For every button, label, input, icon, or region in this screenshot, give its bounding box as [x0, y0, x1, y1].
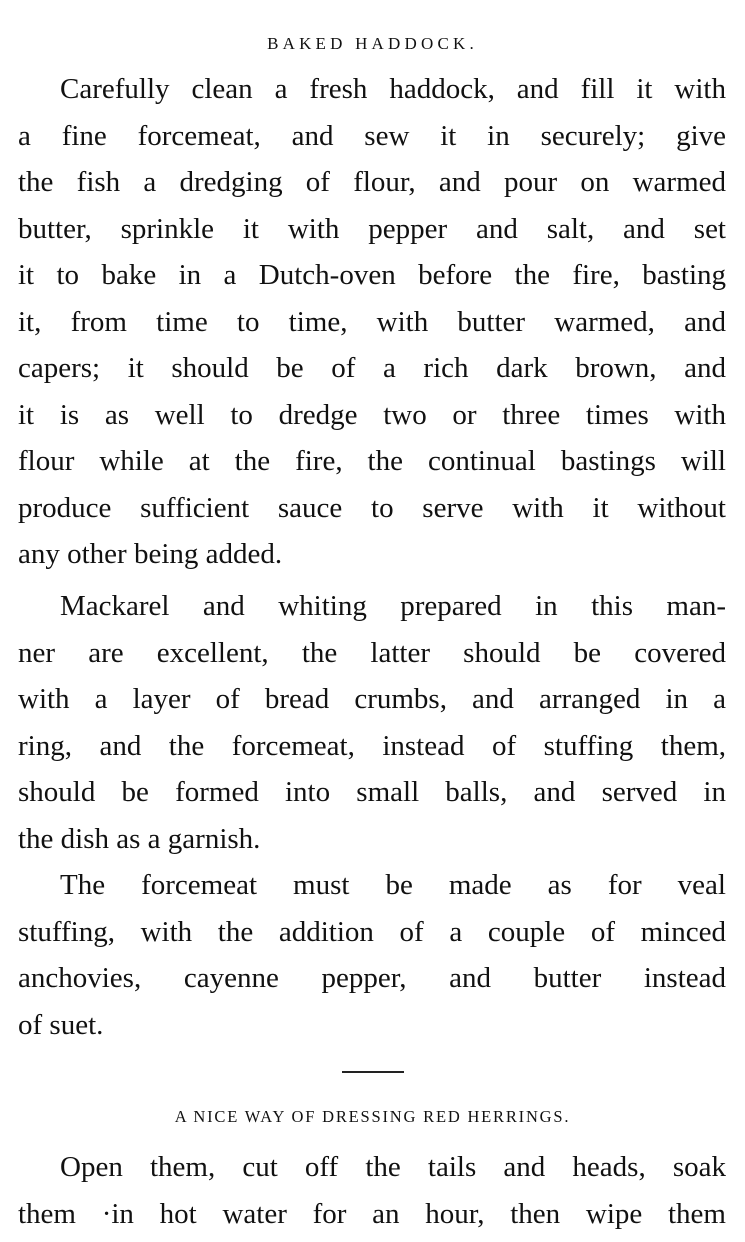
text-line: The forcemeat must be made as for veal	[60, 869, 726, 901]
paragraph-mackarel-whiting	[18, 583, 726, 862]
text-line: butter, sprinkle it with pepper and salt, and set	[18, 212, 726, 245]
text-line: them ·in hot water for an hour, then wipe them	[18, 1197, 726, 1230]
paragraph-forcemeat	[18, 862, 726, 1048]
text-line: with a layer of bread crumbs, and arranged in a	[18, 683, 726, 715]
text-line: any other being added.	[18, 538, 283, 570]
text-line: ring, and the forcemeat, instead of stuffing them,	[18, 729, 726, 762]
paragraph-red-herrings-method	[18, 1144, 726, 1237]
section-divider-rule	[342, 1071, 404, 1073]
text-line: should be formed into small balls, and served in	[18, 776, 726, 808]
text-line: produce sufficient sauce to serve with it without	[18, 491, 726, 524]
text-line: the dish as a garnish.	[18, 822, 261, 855]
text-line: a fine forcemeat, and sew it in securely; give	[18, 119, 726, 152]
recipe-heading-baked-haddock: BAKED HADDOCK.	[267, 34, 478, 53]
text-line: Open them, cut off the tails and heads, soak	[60, 1151, 726, 1183]
text-line: Carefully clean a fresh haddock, and fill it with	[60, 73, 726, 105]
text-line: anchovies, cayenne pepper, and butter instead	[18, 962, 726, 994]
text-line: the fish a dredging of flour, and pour on warmed	[18, 166, 726, 198]
text-line: capers; it should be of a rich dark brown, and	[18, 352, 726, 384]
text-line: it to bake in a Dutch-oven before the fire, basting	[18, 259, 726, 291]
text-line: it is as well to dredge two or three times with	[18, 398, 726, 431]
text-line: ner are excellent, the latter should be covered	[18, 636, 726, 669]
text-line: stuffing, with the addition of a couple of minced	[18, 915, 726, 948]
paragraph-haddock-method	[18, 66, 726, 578]
text-line: flour while at the fire, the continual bastings will	[18, 445, 726, 477]
text-line: of suet.	[18, 1008, 104, 1041]
recipe-heading-red-herrings: A NICE WAY OF DRESSING RED HERRINGS.	[174, 1107, 571, 1126]
text-line: Mackarel and whiting prepared in this man-	[60, 590, 726, 622]
text-line: it, from time to time, with butter warmed, and	[18, 305, 726, 338]
